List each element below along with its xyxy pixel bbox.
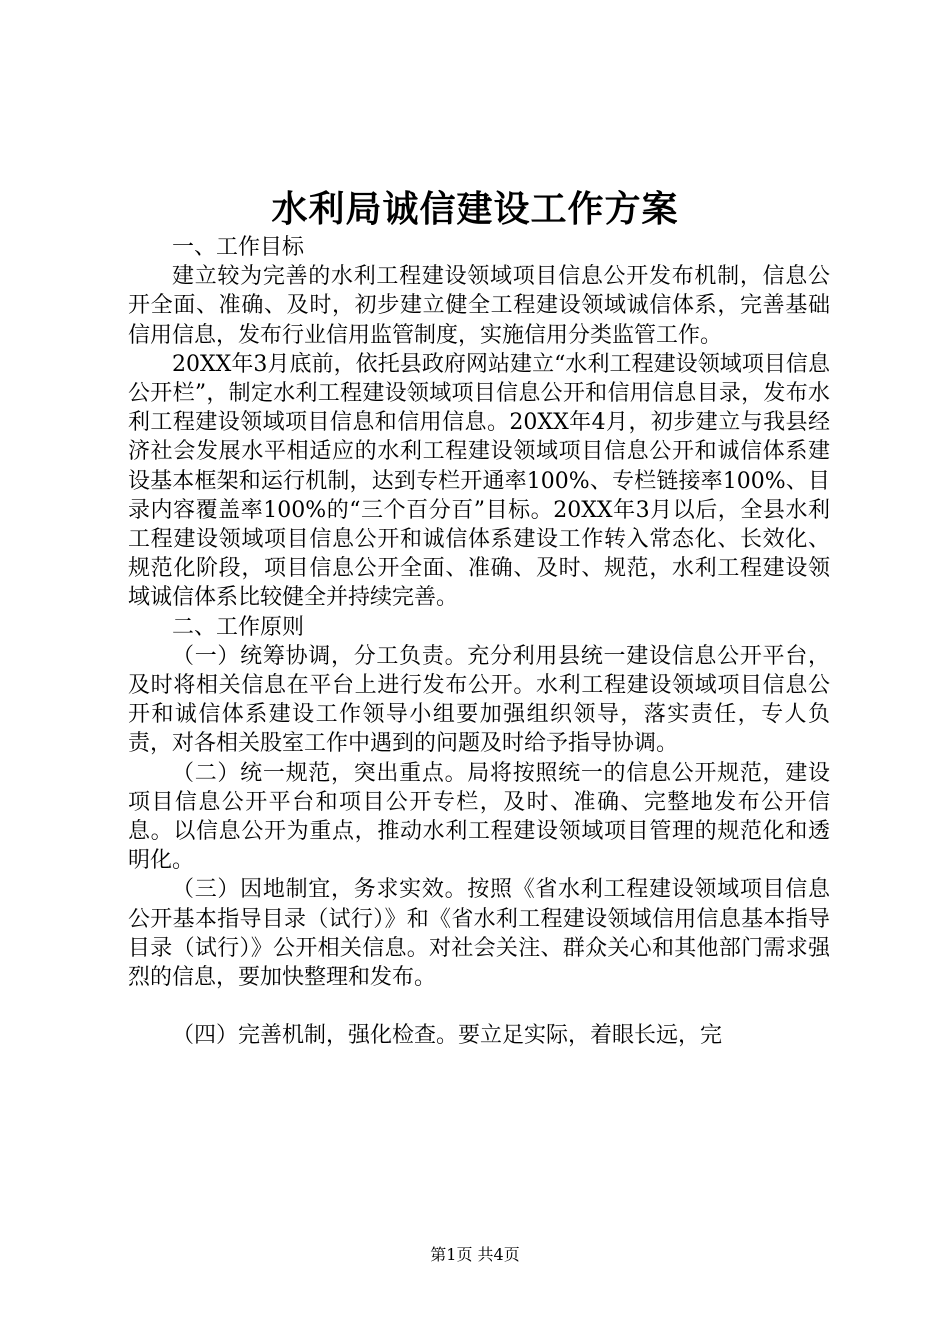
paragraph-goals-timeline: 20XX年3月底前，依托县政府网站建立“水利工程建设领域项目信息公开栏”，制定水利工程建设领域项目信息公开和信用信息目录，发布水利工程建设领域项目信息和信用信息。20XX年4月，初步建立与我县经济社会发展水平相适应的水利工程建设领域项目信息公开和诚信体系建设基本框架和运行机制，达到专栏开通率100%、专栏链接率100%、目录内容覆盖率100%的“三个百分百”目标。20XX年3月以后，全县水利工程建设领域项目信息公开和诚信体系建设工作转入常态化、长效化、规范化阶段，项目信息公开全面、准确、及时、规范，水利工程建设领域诚信体系比较健全并持续完善。 (128, 351, 830, 611)
paragraph-principle-2: （二）统一规范，突出重点。局将按照统一的信息公开规范，建设项目信息公开平台和项目公开专栏，及时、准确、完整地发布公开信息。以信息公开为重点，推动水利工程建设领域项目管理的规范化和透明化。 (128, 760, 830, 874)
paragraph-principle-3: （三）因地制宜，务求实效。按照《省水利工程建设领域项目信息公开基本指导目录（试行）》和《省水利工程建设领域信用信息基本指导目录（试行）》公开相关信息。对社会关注、群众关心和其他部门需求强烈的信息，要加快整理和发布。 (128, 877, 830, 991)
page-footer: 第1页 共4页 (430, 1245, 520, 1264)
paragraph-principle-1: （一）统筹协调，分工负责。充分利用县统一建设信息公开平台，及时将相关信息在平台上进行发布公开。水利工程建设领域项目信息公开和诚信体系建设工作领导小组要加强组织领导，落实责任，专人负责，对各相关股室工作中遇到的问题及时给予指导协调。 (128, 643, 830, 757)
paragraph-goals-overview: 建立较为完善的水利工程建设领域项目信息公开发布机制，信息公开全面、准确、及时，初步建立健全工程建设领域诚信体系，完善基础信用信息，发布行业信用监管制度，实施信用分类监管工作。 (128, 264, 830, 348)
document-title: 水利局诚信建设工作方案 (271, 188, 679, 230)
section-heading-principles: 二、工作原则 (172, 614, 305, 640)
document-body (128, 233, 830, 1050)
paragraph-principle-4: （四）完善机制，强化检查。要立足实际，着眼长远，完 (172, 1023, 723, 1049)
section-heading-goals: 一、工作目标 (172, 235, 305, 260)
